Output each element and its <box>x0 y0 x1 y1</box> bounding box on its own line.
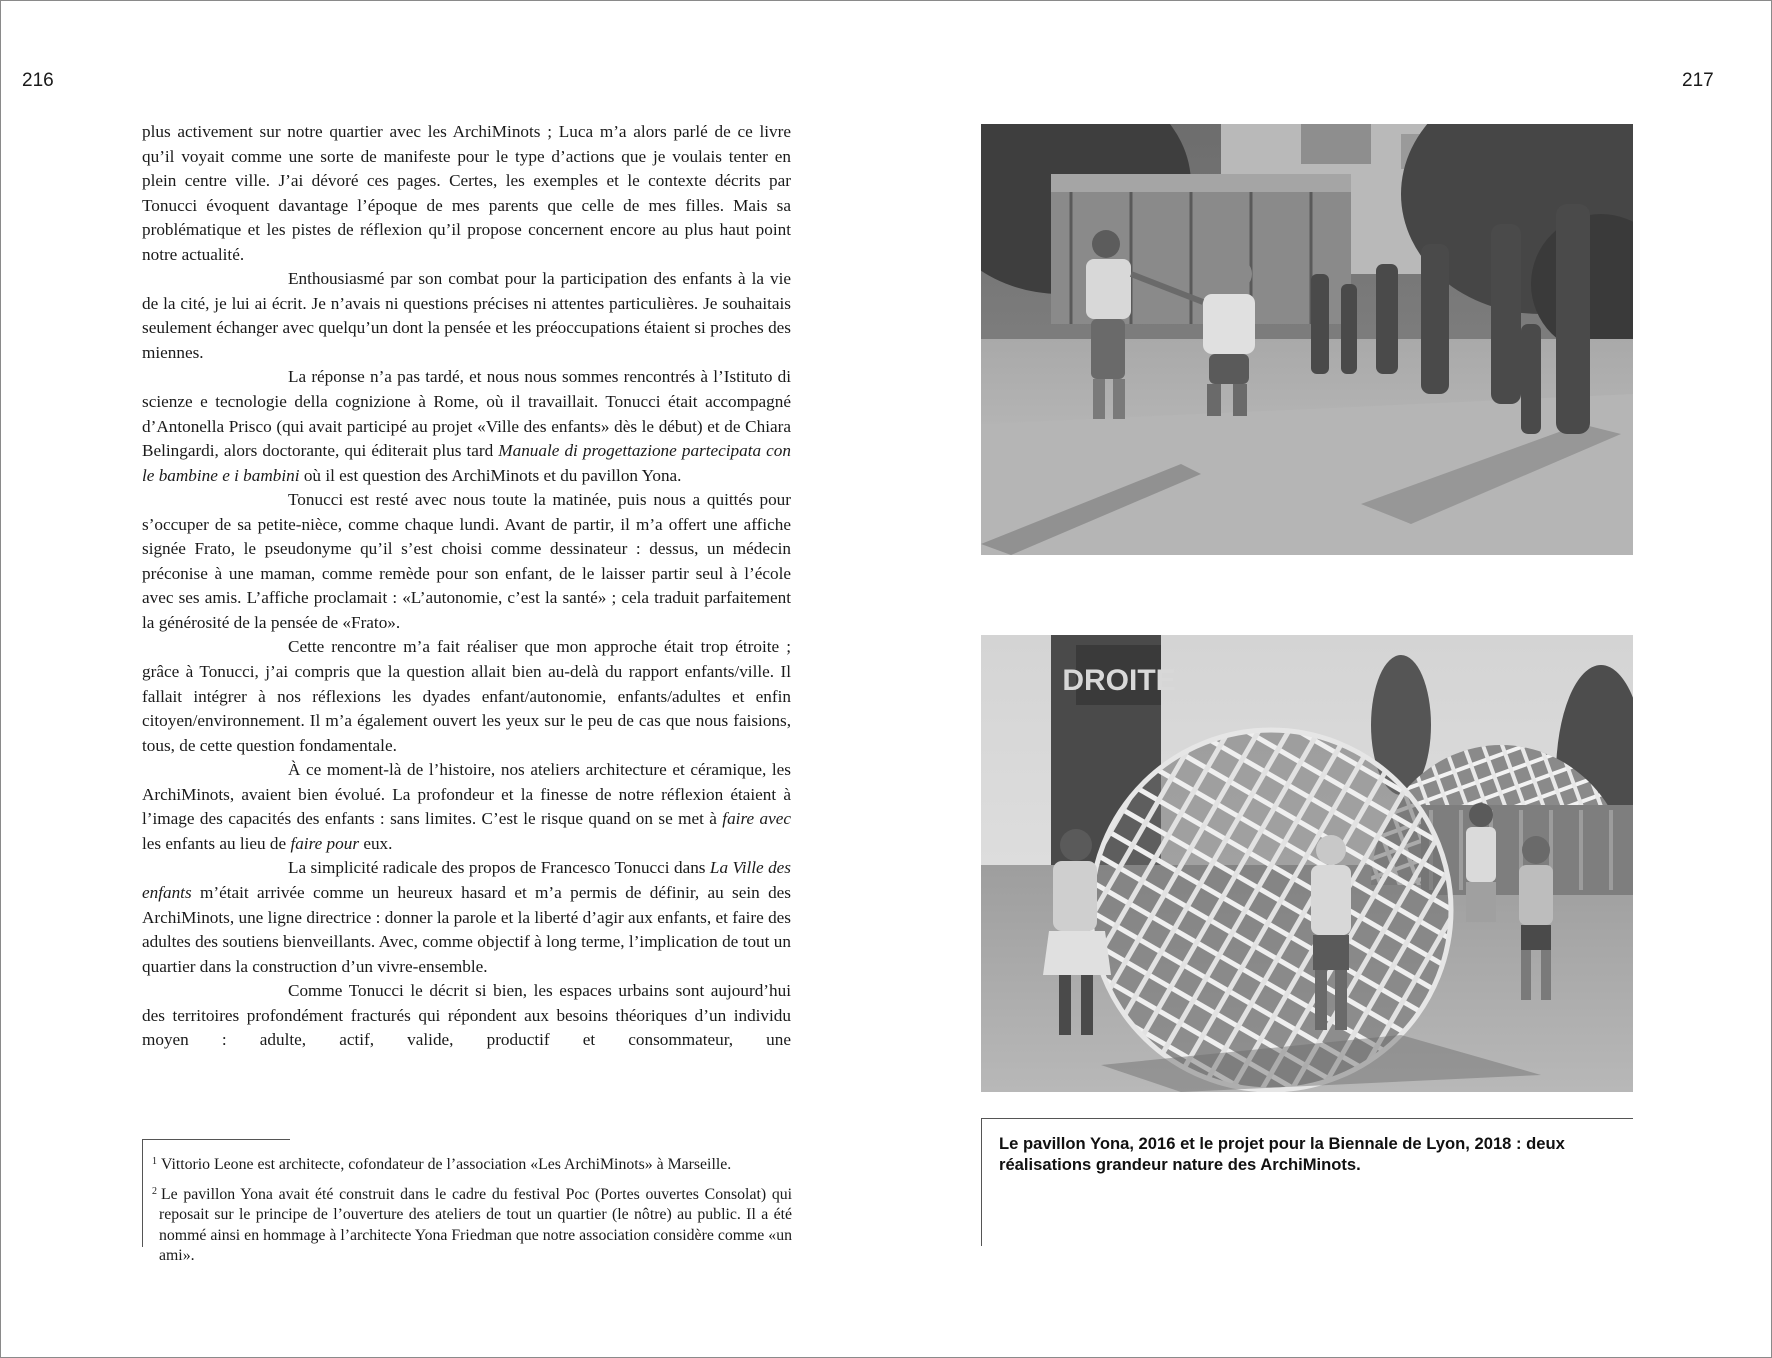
paragraph-6: À ce moment-là de l’histoire, nos ateliers architecture et céramique, les ArchiMinots, avaient bien évolué. La profondeur et la finesse de notre réflexion étaient à l’image des capacités des enfants : sans limites. C’est le risque quand on se met à faire avec les enfants au lieu de faire pour eux. <box>142 760 791 853</box>
photo-children-dancing-image <box>981 124 1633 555</box>
paragraph-1: plus activement sur notre quartier avec les ArchiMinots ; Luca m’a alors parlé de ce livre qu’il voyait comme une sorte de manifeste pour le type d’actions que je voulais tenter en plein centre ville. J’ai dévoré ces pages. Certes, les exemples et le contexte décrits par Tonucci évoquent davantage l’époque de mes parents que celle de mes filles. Mais sa problématique et les pistes de réflexion qu’il propose concernent encore au plus haut point notre actualité. <box>142 122 791 264</box>
sign-text: DROITE <box>1062 664 1176 697</box>
footnotes <box>152 1152 792 1273</box>
paragraph-3: La réponse n’a pas tardé, et nous nous sommes rencontrés à l’Istituto di scienze e tecnologie della cognizione à Rome, où il travaillait. Tonucci était accompagné d’Antonella Prisco (qui avait participé au projet «Ville des enfants» dès le début) et de Chiara Belingardi, alors doctorante, qui éditerait plus tard Manuale di progettazione partecipata con le bambine e i bambini où il est question des ArchiMinots et du pavillon Yona. <box>142 367 791 485</box>
page-number-left: 216 <box>22 70 54 91</box>
caption-rule-vertical <box>981 1118 982 1246</box>
paragraph-8: Comme Tonucci le décrit si bien, les espaces urbains sont aujourd’hui des territoires profondément fracturés qui répondent aux besoins théoriques d’un individu moyen : adulte, actif, valide, productif et consommateur, une <box>142 981 791 1050</box>
footnote-1: $^1$ Vittorio Leone est architecte, cofondateur de l’association «Les ArchiMinots» à Marseille. <box>152 1156 732 1173</box>
paragraph-7: La simplicité radicale des propos de Francesco Tonucci dans La Ville des enfants m’était arrivée comme un heureux hasard et m’a permis de définir, au sein des ArchiMinots, une ligne directrice : donner la parole et la liberté d’agir aux enfants, et faire des adultes des soutiens bienveillants. Avec, comme objectif à long terme, l’implication de tout un quartier dans la construction d’un vivre-ensemble. <box>142 858 791 976</box>
photo-children-dancing <box>981 124 1633 555</box>
caption-rule-horizontal <box>981 1118 1633 1119</box>
paragraph-4: Tonucci est resté avec nous toute la matinée, puis nous a quittés pour s’occuper de sa petite-nièce, comme chaque lundi. Avant de partir, il m’a offert une affiche signée Frato, le pseudonyme qu’il s’est choisi comme dessinateur : dessus, un médecin préconise à une maman, comme remède pour son enfant, de le laisser partir seul à l’école avec ses amis. L’affiche proclamait : «L’autonomie, c’est la santé» ; cela traduit parfaitement la générosité de la pensée de «Frato». <box>142 490 791 632</box>
footnote-rule-vertical <box>142 1139 143 1247</box>
paragraph-2: Enthousiasmé par son combat pour la participation des enfants à la vie de la cité, je lui ai écrit. Je n’avais ni questions précises ni attentes particulières. Je souhaitais seulement échanger avec quelqu’un dont la pensée et les préoccupations étaient si proches des miennes. <box>142 269 791 362</box>
photo-geodesic-spheres-image <box>981 635 1633 1092</box>
paragraph-5: Cette rencontre m’a fait réaliser que mon approche était trop étroite ; grâce à Tonucci, j’ai compris que la question allait bien au-delà du rapport enfants/ville. Il fallait intégrer à nos réflexions les dyades enfant/autonomie, enfants/adultes et enfin citoyen/environnement. Il m’a également ouvert les yeux sur le peu de cas que nous faisions, tous, de cette question fondamentale. <box>142 637 791 755</box>
footnote-2: $^2$ Le pavillon Yona avait été construit dans le cadre du festival Poc (Portes ouvertes Consolat) qui reposait sur le principe de l’ouverture des ateliers de tout un quartier (le nôtre) au public. Il a été nommé ainsi en hommage à l’architecte Yona Friedman que notre association considère comme «un ami». <box>152 1185 792 1265</box>
footnote-rule-horizontal <box>142 1139 290 1140</box>
photo-caption: Le pavillon Yona, 2016 et le projet pour la Biennale de Lyon, 2018 : deux réalisations grandeur nature des ArchiMinots. <box>999 1134 1565 1174</box>
body-text-column <box>142 120 791 1053</box>
photo-geodesic-spheres <box>981 635 1633 1092</box>
italic-book-title: La Ville des enfants <box>142 858 791 902</box>
page-number-right: 217 <box>1682 70 1714 91</box>
italic-book-title: Manuale di progettazione partecipata con le bambine e i bambini <box>142 441 791 485</box>
